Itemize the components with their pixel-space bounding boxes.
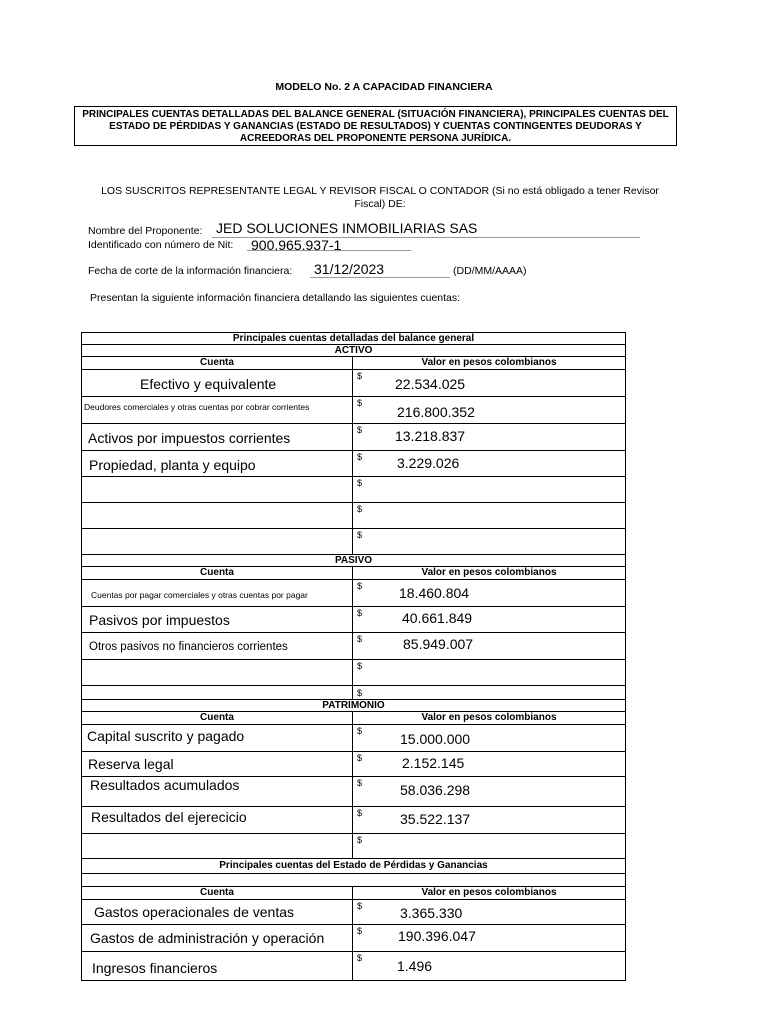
table-row-valor[interactable]: $ [353,834,626,859]
balance-title: Principales cuentas detalladas del balance general [82,333,626,345]
table-row-cuenta: Activos por impuestos corrientes [82,424,353,451]
table-row-valor[interactable]: $ 22.534.025 [353,370,626,397]
table-row-cuenta: Resultados del ejerecicio [82,807,353,834]
fecha-field[interactable] [310,261,450,278]
suscritos-statement: LOS SUSCRITOS REPRESENTANTE LEGAL Y REVISOR FISCAL O CONTADOR (Si no está obligado a tener Revisor Fiscal) DE: [101,185,659,210]
table-row-cuenta: Resultados acumulados [82,777,353,807]
table-row-valor[interactable]: $ 13.218.837 [353,424,626,451]
col-valor-header: Valor en pesos colombianos [353,887,626,900]
table-row-empty [82,477,353,503]
presentan-text: Presentan la siguiente información financiera detallando las siguientes cuentas: [90,292,461,304]
nit-label: Identificado con número de Nit: [88,239,234,251]
form-title: MODELO No. 2 A CAPACIDAD FINANCIERA [275,81,493,93]
table-row-valor[interactable]: $ 15.000.000 [353,725,626,752]
financial-table [81,332,626,981]
col-valor-header: Valor en pesos colombianos [353,357,626,370]
fecha-format: (DD/MM/AAAA) [453,265,527,277]
table-row-valor[interactable]: $ 35.522.137 [353,807,626,834]
pasivo-title: PASIVO [82,555,626,567]
table-row-cuenta: Otros pasivos no financieros corrientes [82,633,353,660]
table-row-valor[interactable]: $ 18.460.804 [353,580,626,607]
fecha-value: 31/12/2023 [314,261,385,277]
col-valor-header: Valor en pesos colombianos [353,567,626,580]
table-row-valor[interactable]: $ 85.949.007 [353,633,626,660]
table-row-empty [82,686,353,700]
table-row-valor[interactable]: $ 2.152.145 [353,752,626,777]
table-row-cuenta: Reserva legal [82,752,353,777]
table-row-empty [82,834,353,859]
table-row-cuenta: Propiedad, planta y equipo [82,451,353,477]
table-row-empty [82,503,353,529]
table-row-valor[interactable]: $ [353,477,626,503]
table-row-cuenta: Ingresos financieros [82,952,353,981]
table-row-valor[interactable]: $ 3.229.026 [353,451,626,477]
col-cuenta-header: Cuenta [82,887,353,900]
table-row-cuenta: Efectivo y equivalente [82,370,353,397]
table-row-cuenta: Cuentas por pagar comerciales y otras cuentas por pagar [82,580,353,607]
patrimonio-title: PATRIMONIO [82,700,626,712]
table-row-cuenta: Gastos operacionales de ventas [82,900,353,925]
form-subtitle: PRINCIPALES CUENTAS DETALLADAS DEL BALANCE GENERAL (SITUACIÓN FINANCIERA), PRINCIPALES CUENTAS DEL ESTADO DE PÉRDIDAS Y GANANCIAS (ESTADO DE RESULTADOS) Y CUENTAS CONTINGENTES DEUDORAS Y ACREEDORAS DEL PROPONENTE PERSONA JURÍDICA. [74,106,677,146]
pyg-title: Principales cuentas del Estado de Pérdidas y Ganancias [82,859,626,874]
col-cuenta-header: Cuenta [82,567,353,580]
col-cuenta-header: Cuenta [82,712,353,725]
table-row-valor[interactable]: $ [353,660,626,686]
table-row-valor[interactable]: $ 1.496 [353,952,626,981]
col-valor-header: Valor en pesos colombianos [353,712,626,725]
table-row-empty [82,529,353,555]
nit-value: 900.965.937-1 [251,237,342,253]
table-row-valor[interactable]: $ 190.396.047 [353,925,626,952]
nit-field[interactable] [247,236,411,251]
activo-title: ACTIVO [82,345,626,357]
fecha-label: Fecha de corte de la información financiera: [88,265,293,277]
proponente-label: Nombre del Proponente: [88,225,203,237]
table-row-valor[interactable]: $ [353,529,626,555]
table-row-valor[interactable]: $ 3.365.330 [353,900,626,925]
table-row-cuenta: Deudores comerciales y otras cuentas por cobrar corrientes [82,397,353,424]
table-row-cuenta: Pasivos por impuestos [82,607,353,633]
table-row-empty [82,660,353,686]
table-row-valor[interactable]: $ 40.661.849 [353,607,626,633]
table-row-cuenta: Gastos de administración y operación [82,925,353,952]
table-row-cuenta: Capital suscrito y pagado [82,725,353,752]
col-cuenta-header: Cuenta [82,357,353,370]
table-row-valor[interactable]: $ [353,503,626,529]
pyg-spacer [82,874,626,887]
table-row-valor[interactable]: $ 216.800.352 [353,397,626,424]
table-row-valor[interactable]: $ 58.036.298 [353,777,626,807]
table-row-valor[interactable]: $ [353,686,626,700]
proponente-value: JED SOLUCIONES INMOBILIARIAS SAS [216,220,478,236]
